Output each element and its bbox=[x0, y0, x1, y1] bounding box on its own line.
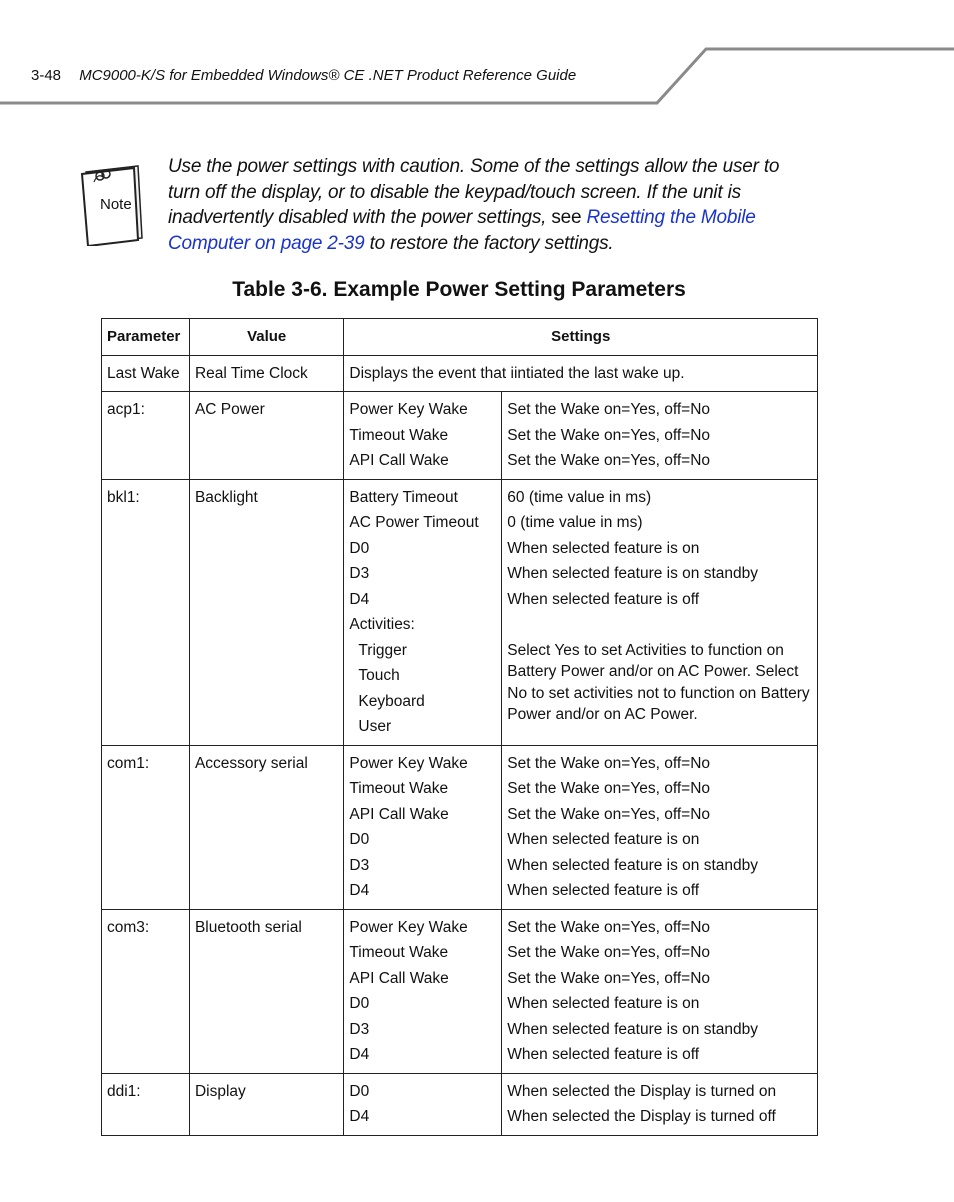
activity-name: Trigger bbox=[358, 641, 407, 659]
page-number: 3-48 bbox=[31, 67, 62, 84]
setting-desc: Set the Wake on=Yes, off=No bbox=[507, 754, 711, 772]
setting-desc: When selected feature is on bbox=[507, 539, 700, 557]
cell-settings bbox=[502, 1073, 818, 1135]
spacer bbox=[507, 612, 812, 638]
setting-name: D4 bbox=[349, 1046, 370, 1063]
table-row-acp1 bbox=[102, 392, 818, 480]
setting-name: API Call Wake bbox=[349, 805, 449, 823]
cell-parameter: com1: bbox=[102, 745, 190, 909]
note-icon-label: Note bbox=[100, 196, 132, 213]
table-row-ddi1 bbox=[102, 1073, 818, 1135]
cell-settings bbox=[502, 479, 818, 745]
header-value: Value bbox=[189, 319, 343, 356]
setting-desc: When selected feature is on bbox=[507, 995, 700, 1012]
cell-parameter: Last Wake bbox=[102, 355, 190, 392]
setting-desc: When selected feature is off bbox=[507, 1046, 700, 1063]
setting-desc: Set the Wake on=Yes, off=No bbox=[507, 944, 711, 961]
cell-parameter: ddi1: bbox=[102, 1073, 190, 1135]
power-settings-table bbox=[101, 318, 818, 1136]
header-parameter: Parameter bbox=[102, 319, 190, 356]
setting-desc: Set the Wake on=Yes, off=No bbox=[507, 969, 711, 987]
setting-desc: Set the Wake on=Yes, off=No bbox=[507, 918, 711, 936]
table-title: Table 3-6. Example Power Setting Parameters bbox=[232, 278, 686, 301]
setting-desc: 60 (time value in ms) bbox=[507, 488, 652, 506]
setting-desc: When selected feature is on standby bbox=[507, 856, 758, 874]
cell-value: Bluetooth serial bbox=[189, 909, 343, 1073]
cell-value: AC Power bbox=[189, 392, 343, 480]
cell-names bbox=[344, 745, 502, 909]
note-warning: Use the power settings with caution. Some of the settings allow the user to turn off the display, or to disable the keypad/touch screen. If the unit is inadvertently disabled with the power settings, bbox=[168, 156, 780, 228]
reset-link[interactable]: Resetting the Mobile Computer on page 2-39 bbox=[168, 207, 756, 254]
activity-name: Touch bbox=[358, 667, 400, 684]
setting-name: D0 bbox=[349, 995, 370, 1012]
setting-desc: When selected feature is on bbox=[507, 831, 700, 848]
note-text bbox=[168, 154, 788, 256]
setting-name: Activities: bbox=[349, 616, 415, 633]
table-row-last-wake bbox=[102, 355, 818, 392]
header-settings: Settings bbox=[344, 319, 818, 356]
cell-parameter: acp1: bbox=[102, 392, 190, 480]
table-row-com1 bbox=[102, 745, 818, 909]
setting-name: Timeout Wake bbox=[349, 426, 449, 444]
setting-name: D3 bbox=[349, 1020, 370, 1038]
table-row-bkl1 bbox=[102, 479, 818, 745]
cell-value: Accessory serial bbox=[189, 745, 343, 909]
setting-name: Battery Timeout bbox=[349, 488, 458, 506]
table-header-row bbox=[102, 319, 818, 356]
cell-value: Real Time Clock bbox=[189, 355, 343, 392]
table-row-com3 bbox=[102, 909, 818, 1073]
note-after: to restore the factory settings. bbox=[369, 232, 614, 254]
cell-settings bbox=[502, 745, 818, 909]
setting-desc: When selected feature is off bbox=[507, 882, 700, 899]
activities-note: Select Yes to set Activities to function on Battery Power and/or on AC Power. Select No to set activities not to function on Battery Power and/or on AC Power. bbox=[507, 641, 810, 723]
cell-names bbox=[344, 392, 502, 480]
setting-desc: Set the Wake on=Yes, off=No bbox=[507, 780, 711, 797]
activity-name: Keyboard bbox=[358, 692, 425, 710]
note-see: see bbox=[551, 207, 582, 228]
header-rule bbox=[0, 0, 954, 110]
cell-names bbox=[344, 909, 502, 1073]
setting-desc: Set the Wake on=Yes, off=No bbox=[507, 401, 711, 418]
setting-name: D4 bbox=[349, 1108, 370, 1125]
cell-settings: Displays the event that iintiated the last wake up. bbox=[344, 355, 818, 392]
setting-desc: When selected the Display is turned on bbox=[507, 1082, 777, 1100]
setting-desc: When selected feature is on standby bbox=[507, 1020, 758, 1038]
setting-name: AC Power Timeout bbox=[349, 514, 479, 531]
cell-parameter: bkl1: bbox=[102, 479, 190, 745]
cell-parameter: com3: bbox=[102, 909, 190, 1073]
setting-name: D3 bbox=[349, 565, 370, 582]
setting-desc: Set the Wake on=Yes, off=No bbox=[507, 805, 711, 823]
setting-desc: When selected feature is on standby bbox=[507, 565, 758, 582]
setting-name: D0 bbox=[349, 831, 370, 848]
setting-name: Timeout Wake bbox=[349, 944, 449, 961]
setting-desc: When selected feature is off bbox=[507, 590, 700, 608]
setting-desc: When selected the Display is turned off bbox=[507, 1108, 776, 1125]
setting-name: Power Key Wake bbox=[349, 401, 468, 418]
setting-name: Power Key Wake bbox=[349, 754, 468, 772]
cell-settings bbox=[502, 909, 818, 1073]
cell-value: Display bbox=[189, 1073, 343, 1135]
setting-desc: 0 (time value in ms) bbox=[507, 514, 643, 531]
setting-name: D0 bbox=[349, 1082, 370, 1100]
cell-value: Backlight bbox=[189, 479, 343, 745]
guide-title: MC9000-K/S for Embedded Windows® CE .NET Product Reference Guide bbox=[79, 67, 577, 84]
cell-settings bbox=[502, 392, 818, 480]
setting-name: Power Key Wake bbox=[349, 918, 468, 936]
cell-names bbox=[344, 1073, 502, 1135]
setting-name: D4 bbox=[349, 590, 370, 608]
cell-names bbox=[344, 479, 502, 745]
setting-name: D4 bbox=[349, 882, 370, 899]
setting-name: Timeout Wake bbox=[349, 780, 449, 797]
setting-name: API Call Wake bbox=[349, 969, 449, 987]
setting-name: API Call Wake bbox=[349, 452, 449, 469]
note-icon bbox=[80, 162, 146, 251]
setting-name: D3 bbox=[349, 856, 370, 874]
activity-name: User bbox=[358, 718, 392, 735]
setting-desc: Set the Wake on=Yes, off=No bbox=[507, 426, 711, 444]
setting-desc: Set the Wake on=Yes, off=No bbox=[507, 452, 711, 469]
page-header bbox=[31, 67, 576, 84]
setting-name: D0 bbox=[349, 539, 370, 557]
